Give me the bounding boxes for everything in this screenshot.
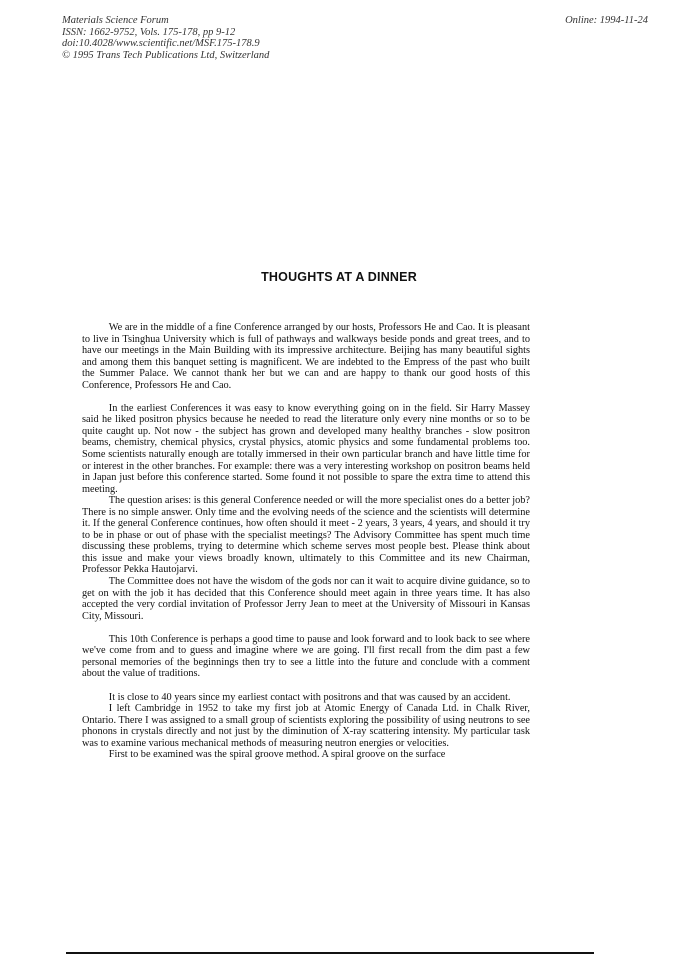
paragraph: In the earliest Conferences it was easy to know everything going on in the field. Sir Harry Massey said he liked positron physics because he needed to read the literature only every nine months or so to be quite caught up. Not now - the subject has grown and developed many healthy branches - slow positron beams, chemistry, chemical physics, crystal physics, atomic physics and some fundamental problems too. Some scientists naturally enough are totally immersed in their own particular branch and have little time for or interest in the other branches. For example: there was a very interesting workshop on positron beams held in Japan just before this conference started. Some found it not possible to spare the extra time to attend this meeting. [82, 402, 530, 495]
doi-line: doi:10.4028/www.scientific.net/MSF.175-178.9 [62, 38, 260, 50]
paragraph: We are in the middle of a fine Conference arranged by our hosts, Professors He and Cao. It is pleasant to live in Tsinghua University which is full of pathways and walkways beside ponds and great trees, and to have our meetings in the Main Building with its impressive architecture. Beijing has many beautiful sights and among them this banquet setting is magnificent. We are indebted to the Empress of the past who built the Summer Palace. We cannot thank her but we can and are happy to thank our good hosts of this Conference, Professors He and Cao. [82, 322, 530, 391]
paragraph: First to be examined was the spiral groove method. A spiral groove on the surface [108, 749, 446, 761]
online-date: Online: 1994-11-24 [565, 15, 648, 26]
copyright-line: © 1995 Trans Tech Publications Ltd, Switzerland [62, 49, 270, 61]
footer-rule [66, 952, 594, 954]
journal-name: Materials Science Forum [62, 15, 169, 26]
paragraph: The Committee does not have the wisdom of the gods nor can it wait to acquire divine guidance, so to get on with the job it has decided that this Conference should meet again in three years time. It has also accepted the very cordial invitation of Professor Jerry Jean to meet at the University of Missouri in Kansas City, Missouri. [82, 576, 530, 622]
article-body [82, 322, 530, 761]
citation-header [62, 15, 269, 61]
issn-line: ISSN: 1662-9752, Vols. 175-178, pp 9-12 [62, 26, 236, 38]
paragraph: I left Cambridge in 1952 to take my first job at Atomic Energy of Canada Ltd. in Chalk River, Ontario. There I was assigned to a small group of scientists exploring the possibility of using neutrons to see phonons in crystals directly and not just by the diminution of X-ray scattering intensity. My particular task was to examine various mechanical methods of measuring neutron energies or velocities. [82, 703, 530, 749]
paragraph: This 10th Conference is perhaps a good time to pause and look forward and to look back to see where we've come from and to guess and imagine where we are going. I'll first recall from the dim past a few personal memories of the beginnings then try to see a little into the future and conclude with a comment about the value of traditions. [82, 633, 530, 680]
paragraph: The question arises: is this general Conference needed or will the more specialist ones do a better job? There is no simple answer. Only time and the evolving needs of the science and the scientists will determine it. If the general Conference continues, how often should it meet - 2 years, 3 years, 4 years, and should it try to be in phase or out of phase with the specialist meetings? The Advisory Committee has spent much time discussing these problems, trying to determine which scheme serves most people best. Please think about this issue and make your views broadly known, ultimately to this Committee and its new Chairman, Professor Pekka Hautojarvi. [82, 495, 530, 576]
article-title: THOUGHTS AT A DINNER [261, 270, 417, 284]
paragraph: It is close to 40 years since my earliest contact with positrons and that was caused by an accident. [108, 691, 511, 703]
